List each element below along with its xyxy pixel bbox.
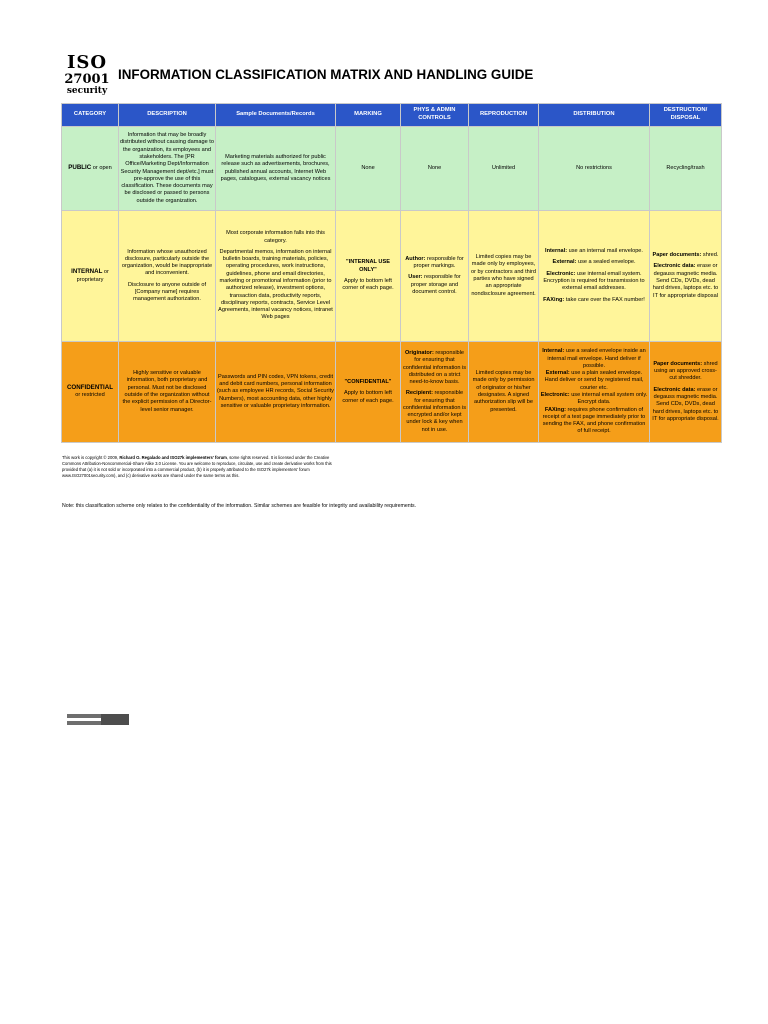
header-destruction: DESTRUCTION/ DISPOSAL	[650, 104, 722, 127]
row-public	[62, 127, 722, 211]
dist-item: Internal: use a sealed envelope inside an internal mail envelope. Hand deliver if possible.	[542, 348, 646, 369]
header-description: DESCRIPTION	[119, 104, 216, 127]
row-internal	[62, 211, 722, 342]
public-category	[62, 127, 119, 211]
scrollbar-thumb[interactable]	[101, 714, 129, 725]
header-samples: Sample Documents/Records	[216, 104, 336, 127]
samples-para: Most corporate information falls into this category.	[226, 230, 325, 244]
destr-item: Paper documents: shred.	[652, 252, 719, 259]
dist-item: External: use a sealed envelope.	[552, 259, 636, 266]
logo-line3: security	[66, 86, 108, 96]
header-distribution: DISTRIBUTION	[539, 104, 650, 127]
copyright-notice: This work is copyright © 2009, Richard O. Regalado and ISO27k implementers' forum, some rights reserved. It is licensed under the Creative Commons Attribution-Noncommercial-Share Alike 3.0 License. You are welcome to reproduce, circulate, use and create derivative works from this provided that (a) it is not sold or incorporated into a commercial product, (b) it is properly attributed to the ISO27k implementers' forum www.ISO27001security.com), and (c) derivative works are shared under the same terms as this.	[62, 455, 332, 479]
iso27001-logo	[64, 54, 110, 100]
dist-item: FAXing: requires phone confirmation of receipt of a test page immediately prior to sending the FAX, and phone confirmation of full receipt.	[542, 406, 646, 435]
internal-phys	[401, 211, 469, 342]
header-row	[62, 104, 722, 127]
marking-note: Apply to bottom left corner of each page.	[342, 278, 394, 292]
internal-distribution	[539, 211, 650, 342]
internal-samples	[216, 211, 336, 342]
horizontal-scrollbar[interactable]	[67, 714, 129, 725]
confidential-phys	[401, 342, 469, 443]
category-alias: or restricted	[75, 392, 105, 399]
logo-line1: ISO	[66, 52, 108, 73]
confidential-description: Highly sensitive or valuable information, both proprietary and personal. Must not be disclosed outside of the organization without the explicit permission of a Director-level senior manager.	[119, 342, 216, 443]
public-samples: Marketing materials authorized for public release such as advertisements, brochures, published annual accounts, Internet Web pages, catalogues, external vacancy notices	[216, 127, 336, 211]
internal-marking	[336, 211, 401, 342]
description-para: Disclosure to anyone outside of [Company name] requires management authorization.	[127, 281, 207, 303]
public-marking: None	[336, 127, 401, 211]
footnote: Note: this classification scheme only relates to the confidentiality of the information. Similar schemes are feasible for integrity and availability requirements.	[62, 503, 417, 509]
phys-item: User: responsible for proper storage and document control.	[408, 274, 461, 295]
confidential-reproduction: Limited copies may be made only by permission of originator or his/her designates. A signed authorization slip will be presented.	[469, 342, 539, 443]
header-reproduction: REPRODUCTION	[469, 104, 539, 127]
public-destruction: Recycling/trash	[650, 127, 722, 211]
confidential-marking	[336, 342, 401, 443]
dist-item: Internal: use an internal mail envelope.	[545, 248, 643, 255]
confidential-distribution	[539, 342, 650, 443]
category-name: CONFIDENTIAL	[66, 384, 114, 392]
category-name: PUBLIC	[68, 164, 92, 172]
confidential-category	[62, 342, 119, 443]
description-para: Information whose unauthorized disclosure, particularly outside the organization, would be inappropriate and inconvenient.	[121, 248, 213, 277]
dist-item: External: use a plain sealed envelope. Hand deliver or send by registered mail, courier etc.	[544, 370, 644, 391]
public-reproduction: Unlimited	[469, 127, 539, 211]
header-category: CATEGORY	[62, 104, 119, 127]
public-distribution: No restrictions	[539, 127, 650, 211]
marking-label: "INTERNAL USE ONLY"	[346, 259, 390, 273]
logo-line2: 27001	[64, 72, 110, 87]
category-name: INTERNAL	[71, 268, 103, 276]
category-alias: or proprietary	[76, 269, 109, 283]
confidential-samples: Passwords and PIN codes, VPN tokens, credit and debit card numbers, personal information (such as employee HR records, Social Security Numbers), most accounting data, other highly sensitive or valuable proprietary information.	[216, 342, 336, 443]
marking-label: "CONFIDENTIAL"	[344, 379, 392, 386]
public-description: Information that may be broadly distributed without causing damage to the organization, its employees and stakeholders. The [PR Office/Marketing Dept/Information Security Management dept/etc.] must pre-approve the use of this classification. These documents may be disclosed or passed to persons outside the organization.	[119, 127, 216, 211]
dist-item: FAXing: take care over the FAX number!	[543, 296, 645, 303]
phys-item: Author: responsible for proper markings.	[405, 255, 464, 270]
internal-destruction	[650, 211, 722, 342]
header-phys-admin: PHYS & ADMIN CONTROLS	[401, 104, 469, 127]
internal-reproduction: Limited copies may be made only by employees, or by contractors and third parties who have signed an appropriate nondisclosure agreement.	[469, 211, 539, 342]
phys-item: Recipient: responsible for ensuring that confidential information is encrypted and/or kept under lock & key when not in use.	[402, 390, 467, 433]
internal-category	[62, 211, 119, 342]
destr-item: Electronic data: erase or degauss magnetic media. Send CDs, DVDs, dead hard drives, laptops etc. to IT for appropriate disposal.	[652, 386, 719, 422]
destr-item: Paper documents: shred using an approved cross-cut shredder.	[653, 360, 718, 382]
destr-item: Electronic data: erase or degauss magnetic media. Send CDs, DVDs, dead hard drives, laptops etc. to IT for appropriate disposal	[652, 263, 719, 299]
copyright-authors: Richard O. Regalado and ISO27k implementers' forum	[119, 455, 227, 460]
internal-description	[119, 211, 216, 342]
marking-note: Apply to bottom left corner of each page.	[342, 390, 394, 404]
phys-item: Originator: responsible for ensuring that confidential information is distributed on a strict need-to-know basis.	[402, 350, 467, 386]
row-confidential	[62, 342, 722, 443]
public-phys: None	[401, 127, 469, 211]
dist-item: Electronic: use internal email system only. Encrypt data.	[540, 392, 648, 406]
classification-matrix	[61, 103, 722, 443]
samples-para: Departmental memos, information on internal bulletin boards, training materials, policies, operating procedures, work instructions, guidelines, phone and email directories, marketing or promotional information (prior to authorized release), investment options, transaction data, productivity reports, disciplinary reports, contracts, Service Level Agreements, internal vacancy notices, intranet Web pages	[218, 248, 333, 321]
category-alias: or open	[91, 165, 112, 172]
dist-item: Electronic: use internal email system. Encryption is required for transmission to external email addresses.	[543, 270, 645, 292]
header-marking: MARKING	[336, 104, 401, 127]
confidential-destruction	[650, 342, 722, 443]
page-title: INFORMATION CLASSIFICATION MATRIX AND HANDLING GUIDE	[118, 67, 534, 82]
